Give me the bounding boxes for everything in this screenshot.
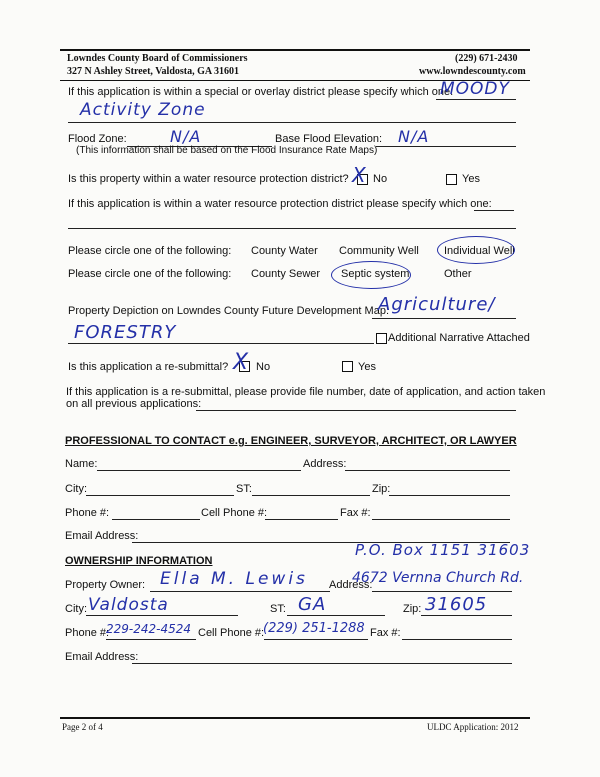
overlay-line-1 bbox=[436, 99, 516, 100]
owner-zip-line bbox=[421, 615, 512, 616]
narrative-checkbox[interactable] bbox=[376, 333, 387, 344]
future-map-answer-1[interactable]: Agriculture/ bbox=[378, 294, 496, 315]
owner-zip-value[interactable]: 31605 bbox=[425, 594, 488, 615]
water-protection-mark: X bbox=[352, 163, 366, 187]
water-protection-yes-checkbox[interactable] bbox=[446, 174, 457, 185]
sewer-prompt: Please circle one of the following: bbox=[68, 268, 232, 280]
resubmittal-followup-2: on all previous applications: bbox=[66, 398, 202, 410]
water-option-community[interactable]: Community Well bbox=[339, 245, 419, 257]
professional-address-label: Address: bbox=[303, 458, 347, 470]
owner-city-line bbox=[86, 615, 238, 616]
future-map-label: Property Depiction on Lowndes County Future Development Map: bbox=[68, 305, 390, 317]
ownership-heading: OWNERSHIP INFORMATION bbox=[65, 555, 213, 567]
professional-phone-label: Phone #: bbox=[65, 507, 110, 519]
overlay-question: If this application is within a special or overlay district please specify which one: bbox=[68, 86, 454, 98]
footer-form-id: ULDC Application: 2012 bbox=[427, 722, 519, 732]
water-protection-specify-line bbox=[474, 210, 514, 211]
owner-po-box[interactable]: P.O. Box 1151 31603 bbox=[355, 541, 531, 559]
sewer-option-county[interactable]: County Sewer bbox=[251, 268, 321, 280]
professional-fax-label: Fax #: bbox=[340, 507, 371, 519]
overlay-line-2 bbox=[68, 122, 516, 123]
org-name: Lowndes County Board of Commissioners bbox=[67, 53, 248, 64]
water-option-county[interactable]: County Water bbox=[251, 245, 318, 257]
owner-fax-line[interactable] bbox=[402, 639, 512, 640]
owner-phone-value[interactable]: 229-242-4524 bbox=[106, 622, 192, 636]
water-protection-line-2 bbox=[68, 228, 516, 229]
owner-city-label: City: bbox=[65, 603, 87, 615]
professional-address-line[interactable] bbox=[345, 470, 510, 471]
flood-elevation-value[interactable]: N/A bbox=[398, 127, 430, 146]
water-selection-circle bbox=[437, 236, 515, 264]
flood-elevation-line bbox=[376, 146, 516, 147]
owner-phone-line bbox=[106, 639, 196, 640]
owner-cell-line bbox=[264, 639, 368, 640]
professional-zip-line[interactable] bbox=[389, 495, 510, 496]
water-option-individual[interactable]: Individual Well bbox=[444, 245, 515, 257]
owner-cell-label: Cell Phone #: bbox=[198, 627, 265, 639]
water-protection-yes-label: Yes bbox=[462, 173, 480, 185]
water-protection-question: Is this property within a water resource protection district? bbox=[68, 173, 349, 185]
professional-st-line[interactable] bbox=[252, 495, 370, 496]
flood-zone-label: Flood Zone: bbox=[68, 133, 127, 145]
professional-phone-line[interactable] bbox=[112, 519, 200, 520]
resubmittal-mark: X bbox=[233, 350, 249, 375]
professional-zip-label: Zip: bbox=[372, 483, 391, 495]
owner-phone-label: Phone #: bbox=[65, 627, 110, 639]
owner-address-label: Address: bbox=[329, 579, 373, 591]
owner-address-line bbox=[372, 591, 512, 592]
professional-heading: PROFESSIONAL TO CONTACT e.g. ENGINEER, SURVEYOR, ARCHITECT, OR LAWYER bbox=[65, 435, 517, 447]
water-protection-specify: If this application is within a water resource protection district please specify which one: bbox=[68, 198, 492, 210]
resubmittal-yes-label: Yes bbox=[358, 361, 376, 373]
professional-st-label: ST: bbox=[236, 483, 252, 495]
sewer-option-other[interactable]: Other bbox=[444, 268, 472, 280]
org-address: 327 N Ashley Street, Valdosta, GA 31601 bbox=[67, 66, 240, 77]
resubmittal-yes-checkbox[interactable] bbox=[342, 361, 353, 372]
overlay-answer-2[interactable]: Activity Zone bbox=[80, 100, 206, 120]
future-map-line-1 bbox=[372, 318, 516, 319]
owner-zip-label: Zip: bbox=[403, 603, 422, 615]
narrative-label: Additional Narrative Attached bbox=[388, 332, 530, 344]
footer-page: Page 2 of 4 bbox=[62, 722, 103, 732]
professional-email-label: Email Address: bbox=[65, 530, 139, 542]
future-map-line-2 bbox=[68, 343, 374, 344]
owner-name-label: Property Owner: bbox=[65, 579, 146, 591]
flood-note: (This information shall be based on the Flood Insurance Rate Maps) bbox=[76, 145, 378, 156]
owner-st-value[interactable]: GA bbox=[298, 594, 327, 615]
water-source-prompt: Please circle one of the following: bbox=[68, 245, 232, 257]
professional-cell-label: Cell Phone #: bbox=[201, 507, 268, 519]
owner-fax-label: Fax #: bbox=[370, 627, 401, 639]
owner-cell-value[interactable]: (229) 251-1288 bbox=[263, 621, 365, 636]
owner-address-value[interactable]: 4672 Vernna Church Rd. bbox=[352, 570, 524, 586]
owner-email-line[interactable] bbox=[132, 663, 512, 664]
professional-fax-line[interactable] bbox=[372, 519, 510, 520]
owner-name-line bbox=[150, 591, 330, 592]
org-website[interactable]: www.lowndescounty.com bbox=[419, 66, 526, 77]
owner-city-value[interactable]: Valdosta bbox=[88, 595, 169, 615]
resubmittal-line bbox=[196, 410, 516, 411]
owner-st-label: ST: bbox=[270, 603, 286, 615]
header-top-rule bbox=[60, 49, 530, 51]
flood-elevation-label: Base Flood Elevation: bbox=[275, 133, 383, 145]
professional-cell-line[interactable] bbox=[265, 519, 338, 520]
water-protection-no-label: No bbox=[373, 173, 388, 185]
professional-name-line[interactable] bbox=[97, 470, 301, 471]
professional-city-line[interactable] bbox=[86, 495, 234, 496]
overlay-answer-1[interactable]: MOODY bbox=[440, 79, 510, 99]
resubmittal-no-label: No bbox=[256, 361, 271, 373]
owner-st-line bbox=[287, 615, 385, 616]
owner-email-label: Email Address: bbox=[65, 651, 139, 663]
footer-rule bbox=[60, 717, 530, 719]
sewer-option-septic[interactable]: Septic system bbox=[341, 268, 410, 280]
resubmittal-question: Is this application a re-submittal? bbox=[68, 361, 229, 373]
professional-name-label: Name: bbox=[65, 458, 98, 470]
professional-city-label: City: bbox=[65, 483, 87, 495]
owner-name-value[interactable]: Ella M. Lewis bbox=[160, 569, 308, 589]
sewer-selection-circle bbox=[331, 261, 411, 289]
org-phone: (229) 671-2430 bbox=[455, 53, 518, 64]
future-map-answer-2[interactable]: FORESTRY bbox=[74, 322, 177, 343]
flood-zone-value[interactable]: N/A bbox=[170, 127, 202, 146]
resubmittal-followup-1: If this application is a re-submittal, please provide file number, date of application, and action taken bbox=[66, 386, 546, 398]
